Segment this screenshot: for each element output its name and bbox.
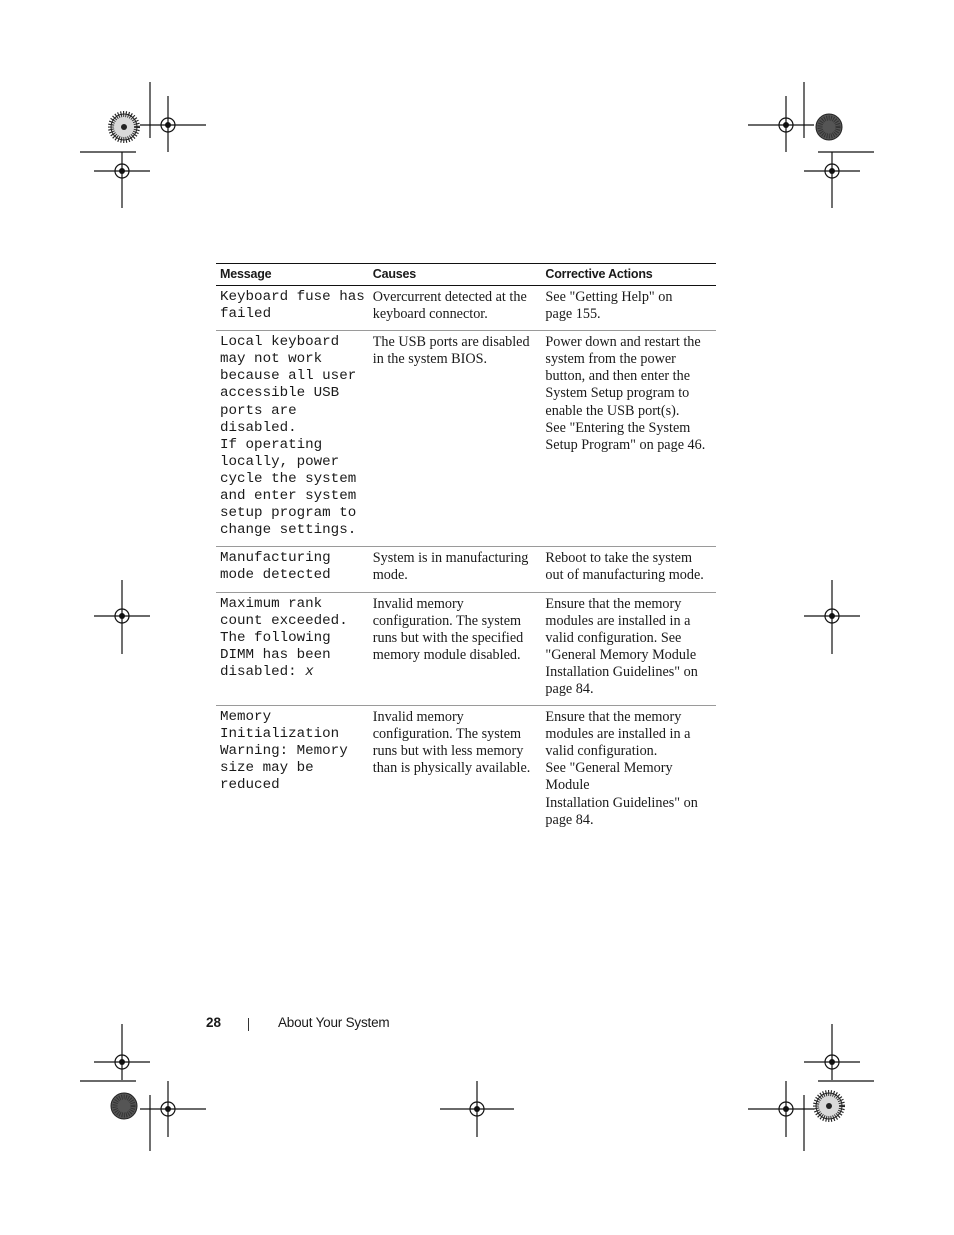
table-row xyxy=(216,547,716,592)
section-title: About Your System xyxy=(278,1015,390,1030)
message-cell xyxy=(216,592,369,706)
table-row xyxy=(216,286,716,331)
action-cell: Reboot to take the system out of manufacturing mode. xyxy=(541,547,716,592)
header-causes: Causes xyxy=(369,264,542,286)
cause-cell: System is in manufacturing mode. xyxy=(369,547,542,592)
cause-cell: Overcurrent detected at the keyboard connector. xyxy=(369,286,542,331)
footer-divider xyxy=(248,1018,249,1031)
page-footer xyxy=(0,1015,954,1035)
action-cell: Ensure that the memory modules are installed in a valid configuration. See "General Memory Module Installation Guidelines" on page 84. xyxy=(545,709,698,828)
table-row xyxy=(216,592,716,706)
message-variable: x xyxy=(305,663,314,680)
message-table xyxy=(216,263,716,836)
cause-cell: Invalid memory configuration. The system runs but with less memory than is physically available. xyxy=(372,709,531,777)
page-number: 28 xyxy=(206,1015,222,1030)
action-cell: See "Getting Help" on page 155. xyxy=(541,286,716,331)
table-row xyxy=(216,706,716,836)
table-header-row xyxy=(216,264,716,286)
message-cell: Keyboard fuse has failed xyxy=(216,286,369,331)
action-cell: Ensure that the memory modules are installed in a valid configuration. See "General Memory Module Installation Guidelines" on page 84. xyxy=(541,592,716,706)
cause-cell: Invalid memory configuration. The system runs but with the specified memory module disabled. xyxy=(369,592,542,706)
header-corrective-actions: Corrective Actions xyxy=(541,264,716,286)
cause-cell: The USB ports are disabled in the system BIOS. xyxy=(369,331,542,547)
message-cell: Local keyboard may not work because all user accessible USB ports are disabled. If operating locally, power cycle the system and enter system setup program to change settings. xyxy=(216,331,369,547)
message-cell: Manufacturing mode detected xyxy=(216,547,369,592)
message-cell: Memory Initialization Warning: Memory size may be reduced xyxy=(220,709,348,794)
header-message: Message xyxy=(216,264,369,286)
message-text: Maximum rank count exceeded. The following DIMM has been disabled: xyxy=(220,595,348,680)
action-cell: Power down and restart the system from the power button, and then enter the System Setup program to enable the USB port(s). See "Entering the System Setup Program" on page 46. xyxy=(541,331,716,547)
table-row xyxy=(216,331,716,547)
